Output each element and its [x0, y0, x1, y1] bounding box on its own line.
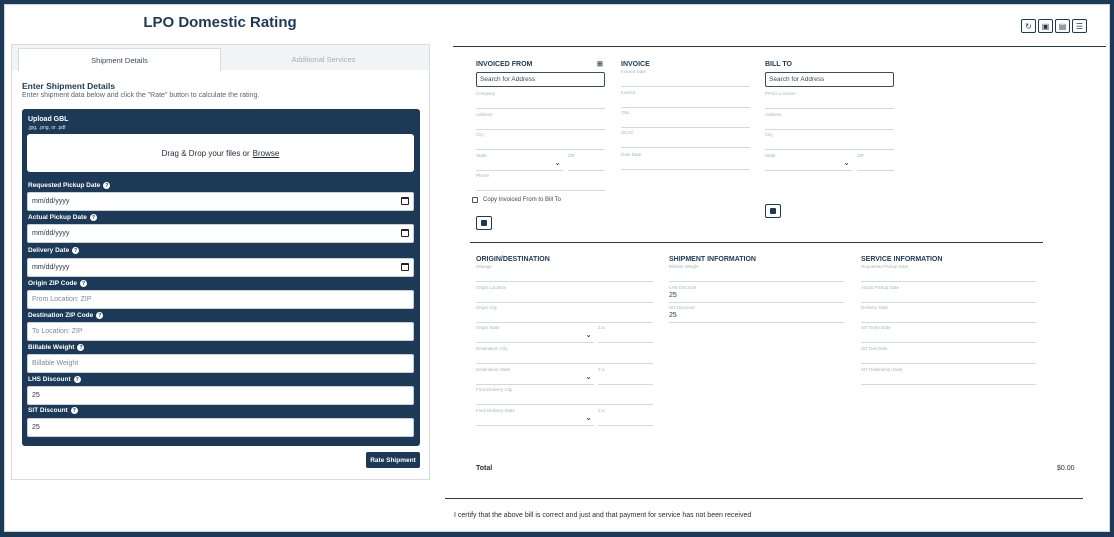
- help-icon[interactable]: ?: [75, 376, 79, 383]
- help-icon[interactable]: ?: [105, 182, 109, 189]
- tab-additional-services[interactable]: Additional Services: [291, 55, 356, 64]
- dest-zip-label: [28, 312, 103, 319]
- page-title: LPO Domestic Rating: [143, 14, 297, 31]
- from-city-field[interactable]: City: [476, 130, 605, 150]
- tab-shipment-details[interactable]: Shipment Details: [18, 48, 221, 71]
- final-delivery-city-field[interactable]: Final Delivery City: [476, 385, 653, 405]
- actual-pickup-value: mm/dd/yyyy: [32, 230, 70, 237]
- delivery-label: [28, 247, 79, 254]
- calendar-icon[interactable]: [401, 263, 409, 271]
- help-icon[interactable]: ?: [91, 214, 95, 221]
- origin-zip-label: [28, 280, 87, 287]
- sit-entry-date-field[interactable]: SIT Entry Date: [861, 323, 1036, 343]
- refresh-icon[interactable]: ↻: [1021, 19, 1036, 33]
- origin-zip-field[interactable]: Z.a: [598, 323, 653, 343]
- total-label: Total: [476, 465, 493, 472]
- section-heading: Enter Shipment Details: [22, 81, 116, 91]
- requested-pickup-label-text: Requested Pickup Date: [28, 182, 101, 189]
- divider: [453, 46, 1106, 47]
- actual-pickup-label: [28, 214, 97, 221]
- divider: [445, 498, 1083, 499]
- bill-address-search[interactable]: Search for Address: [765, 72, 894, 87]
- save-icon: [481, 220, 487, 226]
- rate-shipment-button[interactable]: Rate Shipment: [366, 452, 420, 468]
- save-bill-button[interactable]: [765, 204, 781, 218]
- bill-state-select[interactable]: [765, 151, 852, 171]
- final-delivery-zip-field[interactable]: Z.a: [598, 406, 653, 426]
- bill-city-field[interactable]: City: [765, 130, 894, 150]
- delivery-date-value: mm/dd/yyyy: [32, 264, 70, 271]
- sit-discount-input[interactable]: 25: [27, 418, 414, 437]
- mileage-field[interactable]: Mileage: [476, 262, 653, 282]
- invoice-gbl-field[interactable]: GBL: [621, 108, 750, 128]
- shipment-card: [11, 44, 430, 480]
- upload-label: Upload GBL: [28, 116, 69, 123]
- help-icon[interactable]: ?: [81, 280, 86, 287]
- invoice-scac-field[interactable]: SCAC: [621, 128, 750, 148]
- destination-zip-field[interactable]: Z.a: [598, 365, 653, 385]
- final-delivery-state-select[interactable]: [476, 406, 594, 426]
- from-zip-field[interactable]: ZIP: [568, 151, 605, 171]
- service-requested-pickup-field[interactable]: Requested Pickup Date: [861, 262, 1036, 282]
- shipment-information-heading: SHIPMENT INFORMATION: [669, 256, 756, 263]
- lhs-discount-label-text: LHS Discount: [28, 376, 71, 383]
- sit-discount-label-text: SIT Discount: [28, 407, 68, 414]
- bill-to-heading: BILL TO: [765, 61, 792, 68]
- copy-invoiced-row[interactable]: [472, 197, 561, 203]
- lhs-discount-field[interactable]: [669, 283, 844, 303]
- destination-city-field[interactable]: Destination City: [476, 344, 653, 364]
- requested-pickup-value: mm/dd/yyyy: [32, 198, 70, 205]
- sit-discount-field-value: 25: [669, 312, 677, 319]
- weight-label: [28, 344, 84, 351]
- total-value: $0.00: [1057, 465, 1075, 472]
- origin-location-field[interactable]: Origin Location: [476, 283, 653, 303]
- destination-state-select[interactable]: [476, 365, 594, 385]
- origin-city-field[interactable]: Origin City: [476, 303, 653, 323]
- delivery-label-text: Delivery Date: [28, 247, 70, 254]
- add-address-icon[interactable]: ⊞: [597, 61, 603, 68]
- invoice-number-field[interactable]: Invoice: [621, 88, 750, 108]
- from-state-select[interactable]: [476, 151, 563, 171]
- chevron-down-icon: ⌄: [585, 413, 592, 422]
- save-icon: [770, 208, 776, 214]
- help-icon[interactable]: ?: [74, 247, 78, 254]
- invoice-heading: INVOICE: [621, 61, 650, 68]
- from-company-field[interactable]: Company: [476, 89, 605, 109]
- origin-destination-heading: ORIGIN/DESTINATION: [476, 256, 550, 263]
- origin-state-select[interactable]: [476, 323, 594, 343]
- delivery-date-input[interactable]: [27, 258, 414, 277]
- file-dropzone[interactable]: [27, 134, 414, 172]
- sit-discount-field[interactable]: [669, 303, 844, 323]
- chevron-down-icon: ⌄: [843, 158, 850, 167]
- certification-text: I certify that the above bill is correct and just and that payment for service has not been received: [454, 512, 752, 519]
- save-from-button[interactable]: [476, 216, 492, 230]
- invoice-date-field[interactable]: Invoice Date: [621, 67, 750, 87]
- toolbar: [1021, 19, 1087, 33]
- help-icon[interactable]: ?: [79, 344, 83, 351]
- bill-ppso-field[interactable]: PPSO Location: [765, 89, 894, 109]
- lhs-discount-field-value: 25: [669, 292, 677, 299]
- calendar-icon[interactable]: [401, 197, 409, 205]
- browse-link[interactable]: Browse: [252, 148, 280, 158]
- requested-pickup-label: [28, 182, 110, 189]
- origin-zip-label-text: Origin ZIP Code: [28, 280, 77, 287]
- service-delivery-date-field[interactable]: Delivery Date: [861, 303, 1036, 323]
- copy-label: Copy Invoiced From to Bill To: [483, 197, 561, 203]
- dest-zip-label-text: Destination ZIP Code: [28, 312, 94, 319]
- calendar-icon[interactable]: [401, 229, 409, 237]
- print-icon[interactable]: ▤: [1055, 19, 1070, 33]
- requested-pickup-input[interactable]: [27, 192, 414, 211]
- bill-state-label: State: [765, 153, 776, 158]
- copy-checkbox[interactable]: [472, 197, 478, 203]
- actual-pickup-label-text: Actual Pickup Date: [28, 214, 87, 221]
- sit-exit-date-field[interactable]: SIT Exit Date: [861, 344, 1036, 364]
- from-state-label: State: [476, 153, 487, 158]
- tab-bar: [12, 45, 429, 70]
- service-information-heading: SERVICE INFORMATION: [861, 256, 943, 263]
- sit-discount-label: [28, 407, 78, 414]
- help-icon[interactable]: ?: [72, 407, 76, 414]
- origin-zip-input[interactable]: From Location: ZIP: [27, 290, 414, 309]
- from-phone-field[interactable]: Phone: [476, 171, 605, 191]
- upload-types: .jpg, .png, or .pdf: [28, 125, 66, 131]
- actual-pickup-input[interactable]: [27, 224, 414, 243]
- chevron-down-icon: ⌄: [554, 158, 561, 167]
- sit-discount-field-label: SIT Discount: [669, 305, 695, 310]
- invoiced-from-heading: INVOICED FROM: [476, 61, 533, 68]
- destination-state-label: Destination State: [476, 367, 511, 372]
- lhs-discount-field-label: LHS Discount: [669, 285, 697, 290]
- save-icon[interactable]: ▣: [1038, 19, 1053, 33]
- from-address-search[interactable]: Search for Address: [476, 72, 605, 87]
- chevron-down-icon: ⌄: [585, 372, 592, 381]
- final-delivery-state-label: Final Delivery State: [476, 408, 516, 413]
- divider: [470, 242, 1043, 243]
- bill-address-field[interactable]: Address: [765, 110, 894, 130]
- list-icon[interactable]: ☰: [1072, 19, 1087, 33]
- service-actual-pickup-field[interactable]: Actual Pickup Date: [861, 283, 1036, 303]
- origin-state-label: Origin State: [476, 325, 500, 330]
- section-instructions: Enter shipment data below and click the "Rate" button to calculate the rating.: [22, 92, 260, 99]
- lhs-discount-label: [28, 376, 81, 383]
- dest-zip-input[interactable]: To Location: ZIP: [27, 322, 414, 341]
- billable-weight-field[interactable]: Billable Weight: [669, 262, 844, 282]
- bill-zip-field[interactable]: ZIP: [857, 151, 894, 171]
- lhs-discount-input[interactable]: 25: [27, 386, 414, 405]
- shipment-form: [22, 109, 420, 446]
- weight-input[interactable]: Billable Weight: [27, 354, 414, 373]
- weight-label-text: Billable Weight: [28, 344, 75, 351]
- invoice-case-date-field[interactable]: Date Date: [621, 150, 750, 170]
- help-icon[interactable]: ?: [98, 312, 102, 319]
- chevron-down-icon: ⌄: [585, 330, 592, 339]
- from-address-field[interactable]: Address: [476, 110, 605, 130]
- dropzone-text: Drag & Drop your files or: [161, 148, 250, 158]
- sit-destination-date-field[interactable]: SIT Destination Date: [861, 365, 1036, 385]
